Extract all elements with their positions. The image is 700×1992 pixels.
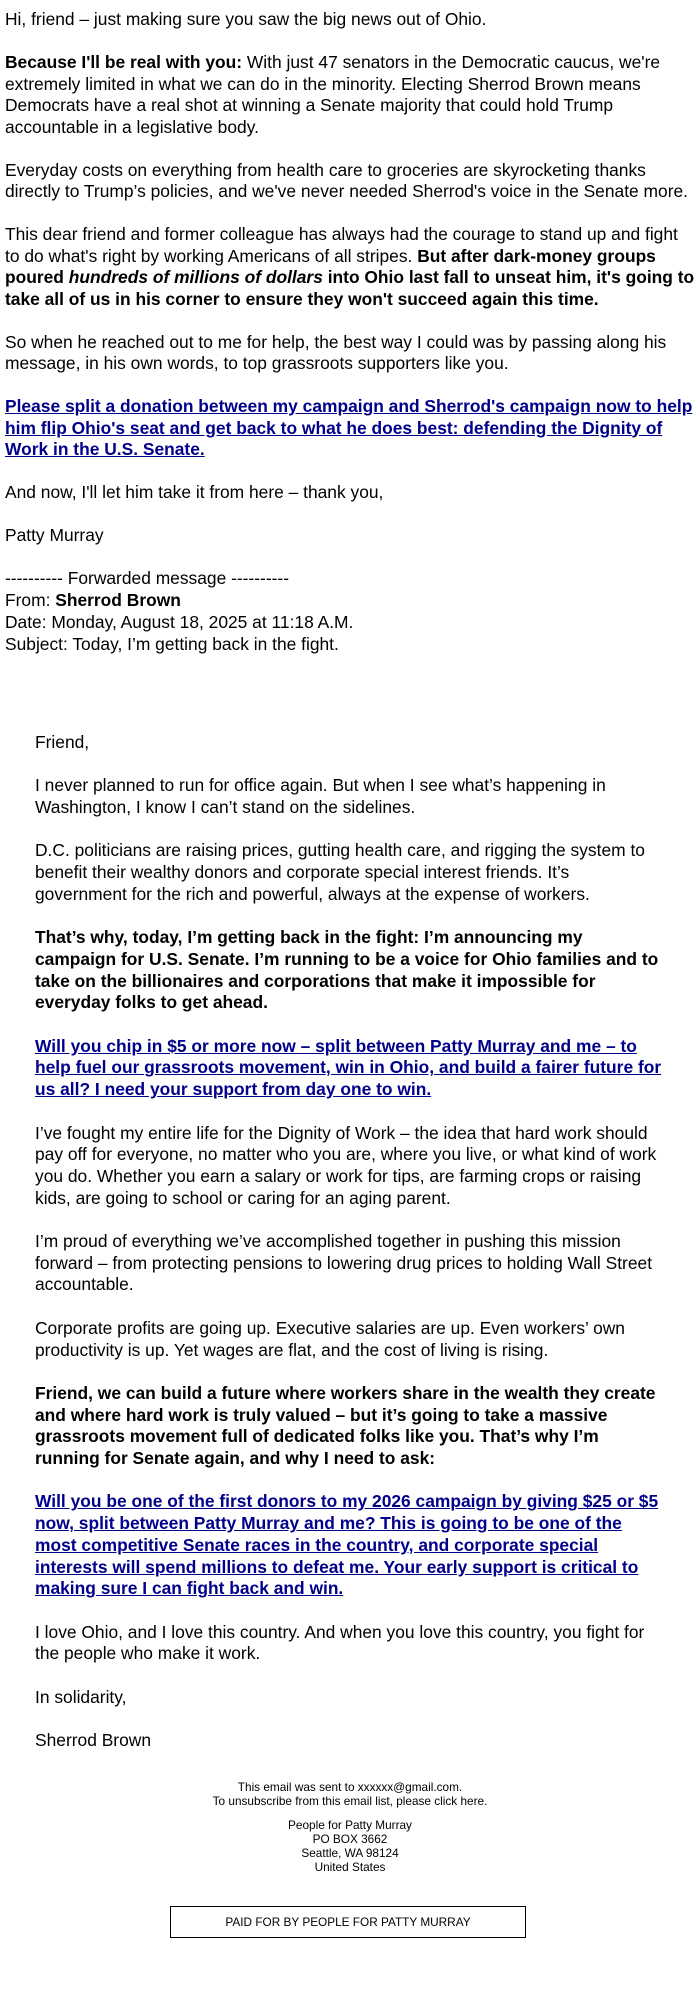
email-body bbox=[5, 0, 695, 655]
org-name: People for Patty Murray bbox=[288, 1818, 412, 1832]
intro-bold-lead: Because I'll be real with you: bbox=[5, 52, 243, 72]
letter-paragraph-2: D.C. politicians are raising prices, gutting health care, and rigging the system to benefit their wealthy donors and corporate special interest friends. It’s government for the rich and powerful, always at the expense of workers. bbox=[35, 840, 645, 904]
forwarded-letter bbox=[35, 732, 665, 1774]
intro-paragraph-help: So when he reached out to me for help, the best way I could was by passing along his message, in his own words, to top grassroots supporters like you. bbox=[5, 331, 667, 373]
intro-paragraph-costs: Everyday costs on everything from health care to groceries are skyrocketing thanks directly to Trump’s policies, and we've never needed Sherrod's voice in the Senate more. bbox=[5, 159, 688, 201]
signer-name: Patty Murray bbox=[5, 525, 104, 545]
letter-paragraph-8: I love Ohio, and I love this country. And when you love this country, you fight for the people who make it work. bbox=[35, 1621, 645, 1664]
letter-paragraph-6: Corporate profits are going up. Executive salaries are up. Even workers’ own productivity is up. Yet wages are flat, and the cost of living is rising. bbox=[35, 1317, 625, 1360]
announcement-bold: That’s why, today, I’m getting back in the fight: I’m announcing my campaign for U.S. Senate. I’m running to be a voice for Ohio families and to take on the billionaires and corporations that make it impossible for everyday folks to get ahead. bbox=[35, 927, 659, 1013]
letter-paragraph-4: I’ve fought my entire life for the Dignity of Work – the idea that hard work should pay off for everyone, no matter who you are, where you live, or what kind of work you do. Whether you earn a salary or work for tips, are farming crops or raising kids, are going to school or caring for an aging parent. bbox=[35, 1122, 657, 1208]
donate-link-chip-in[interactable]: Will you chip in $5 or more now – split between Patty Murray and me – to help fuel our grassroots movement, win in Ohio, and build a fairer future for us all? I need your support from day one to win. bbox=[35, 1035, 662, 1100]
forwarded-header bbox=[5, 567, 695, 655]
sent-to-line: This email was sent to xxxxxx@gmail.com. bbox=[237, 1780, 463, 1794]
friend-text: This dear friend and former colleague has always had the courage to stand up and fight to do what's right by working Americans of all stripes. bbox=[5, 224, 678, 266]
donate-link-2-wrap bbox=[35, 1036, 665, 1101]
email-footer bbox=[0, 1780, 700, 1874]
friend-bold-2: into Ohio last fall to unseat him, it's going to take all of us in his corner to ensure they won't succeed again this time. bbox=[5, 267, 695, 309]
intro-caucus-text: With just 47 senators in the Democratic caucus, we're extremely limited in what we can do in the minority. Electing Sherrod Brown means Democrats have a real shot at winning a Senate majority that could hold Trump accountable in a legislative body. bbox=[5, 52, 661, 137]
forwarded-date: Date: Monday, August 18, 2025 at 11:18 A.M. bbox=[5, 612, 354, 632]
letter-paragraph-5: I’m proud of everything we’ve accomplished together in pushing this mission forward – from protecting pensions to lowering drug prices to holding Wall Street accountable. bbox=[35, 1231, 653, 1295]
ask-bold: Friend, we can build a future where workers share in the wealth they create and where hard work is truly valued – but it’s going to take a massive grassroots movement full of dedicated folks like you. That’s why I’m running for Senate again, and why I need to ask: bbox=[35, 1382, 656, 1469]
mailing-address bbox=[0, 1818, 700, 1874]
intro-paragraph-caucus bbox=[5, 52, 695, 138]
unsubscribe-line[interactable]: To unsubscribe from this email list, please click here. bbox=[212, 1794, 488, 1808]
forwarded-divider: ---------- Forwarded message ---------- bbox=[5, 568, 290, 588]
greeting: Hi, friend – just making sure you saw the big news out of Ohio. bbox=[5, 9, 487, 29]
city-line: Seattle, WA 98124 bbox=[301, 1846, 399, 1860]
donate-link-3-wrap bbox=[35, 1491, 665, 1600]
donate-link-first-donors[interactable]: Will you be one of the first donors to my 2026 campaign by giving $25 or $5 now, split between Patty Murray and me? This is going to be one of the most competitive Senate races in the country, and corporate special interests will spend millions to defeat me. Your early support is critical to making sure I can fight back and win. bbox=[35, 1491, 659, 1599]
paid-for-disclaimer: PAID FOR BY PEOPLE FOR PATTY MURRAY bbox=[170, 1906, 526, 1938]
friend-bold-italic: hundreds of millions of dollars bbox=[68, 267, 323, 287]
letter-closing: In solidarity, bbox=[35, 1686, 127, 1707]
donate-link-1-wrap bbox=[5, 396, 695, 461]
forwarded-subject: Subject: Today, I’m getting back in the fight. bbox=[5, 634, 339, 654]
from-label: From: bbox=[5, 590, 56, 610]
handoff-line: And now, I'll let him take it from here – thank you, bbox=[5, 482, 384, 502]
intro-paragraph-friend bbox=[5, 224, 695, 310]
letter-signature: Sherrod Brown bbox=[35, 1730, 151, 1751]
from-name: Sherrod Brown bbox=[55, 590, 181, 610]
po-box: PO BOX 3662 bbox=[312, 1832, 388, 1846]
donate-link-split[interactable]: Please split a donation between my campaign and Sherrod's campaign now to help him flip Ohio's seat and get back to what he does best: defending the Dignity of Work in the U.S. Senate. bbox=[5, 396, 693, 459]
forwarded-from bbox=[5, 589, 695, 611]
letter-salutation: Friend, bbox=[35, 732, 90, 752]
intro-section bbox=[5, 0, 695, 547]
letter-paragraph-3 bbox=[35, 927, 665, 1014]
letter-paragraph-7 bbox=[35, 1383, 665, 1470]
friend-bold-1: But after dark-money groups poured bbox=[5, 245, 656, 287]
letter-paragraph-1: I never planned to run for office again. But when I see what’s happening in Washington, I know I can’t stand on the sidelines. bbox=[35, 775, 606, 818]
country-line: United States bbox=[314, 1860, 386, 1874]
